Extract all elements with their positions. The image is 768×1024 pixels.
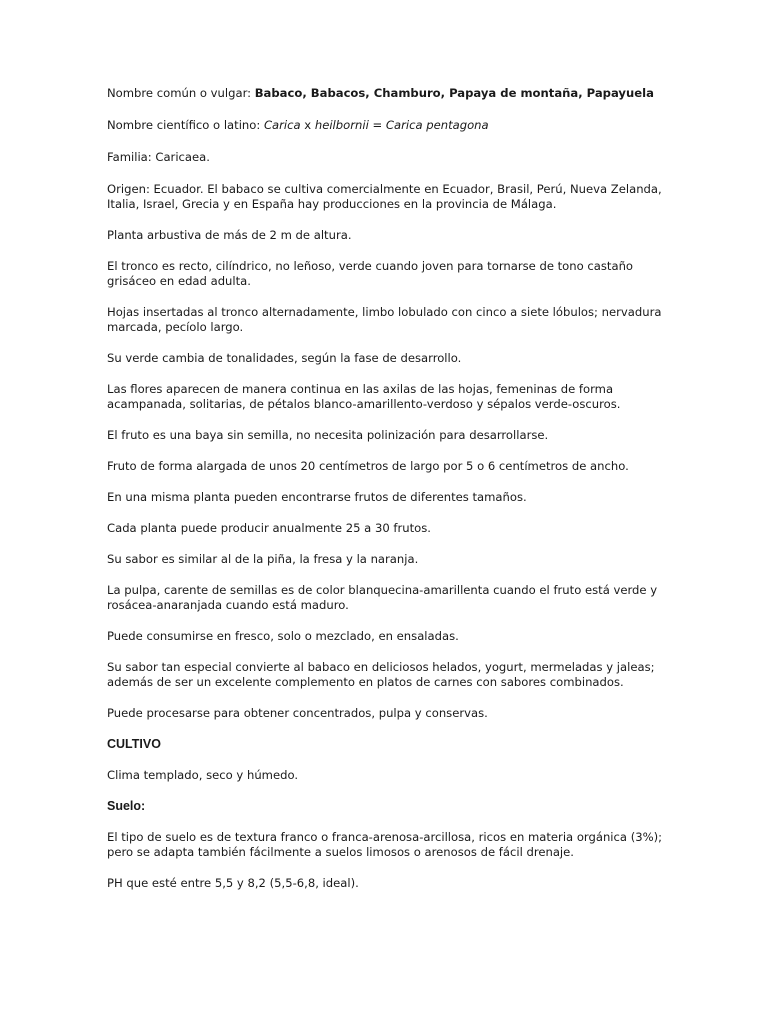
flavor-paragraph: Su sabor es similar al de la piña, la fresa y la naranja. (107, 552, 419, 566)
green-paragraph: Su verde cambia de tonalidades, según la fase de desarrollo. (107, 351, 462, 365)
process-paragraph: Puede procesarse para obtener concentrados, pulpa y conservas. (107, 706, 488, 720)
sizes-paragraph: En una misma planta pueden encontrarse frutos de diferentes tamaños. (107, 490, 527, 504)
scientific-name-x: x (300, 118, 315, 132)
soil-heading: Suelo: (107, 799, 146, 813)
fruit-paragraph: El fruto es una baya sin semilla, no necesita polinización para desarrollarse. (107, 428, 549, 442)
ph-paragraph: PH que esté entre 5,5 y 8,2 (5,5-6,8, ideal). (107, 876, 359, 890)
consume-paragraph: Puede consumirse en fresco, solo o mezclado, en ensaladas. (107, 629, 459, 643)
plant-paragraph: Planta arbustiva de más de 2 m de altura. (107, 228, 352, 242)
scientific-name-rest: heilbornii = Carica pentagona (314, 118, 489, 132)
climate-paragraph: Clima templado, seco y húmedo. (107, 768, 299, 782)
family-paragraph: Familia: Caricaea. (107, 150, 210, 164)
cultivo-heading: CULTIVO (107, 737, 161, 751)
scientific-name-line (107, 118, 667, 133)
common-name-label: Nombre común o vulgar: (107, 86, 255, 100)
scientific-name-label: Nombre científico o latino: (107, 118, 264, 132)
flowers-paragraph: Las flores aparecen de manera continua en las axilas de las hojas, femeninas de forma acampanada, solitarias, de pétalos blanco-amarillento-verdoso y sépalos verde-oscuros. (107, 382, 621, 411)
document-page (107, 86, 667, 907)
scientific-name-genus: Carica (263, 118, 301, 132)
pulp-paragraph: La pulpa, carente de semillas es de color blanquecina-amarillenta cuando el fruto está verde y rosácea-anaranjada cuando está maduro. (107, 583, 658, 612)
fruit-shape-paragraph: Fruto de forma alargada de unos 20 centímetros de largo por 5 o 6 centímetros de ancho. (107, 459, 629, 473)
trunk-paragraph: El tronco es recto, cilíndrico, no leñoso, verde cuando joven para tornarse de tono castaño grisáceo en edad adulta. (107, 259, 634, 288)
common-name-value: Babaco, Babacos, Chamburo, Papaya de montaña, Papayuela (254, 86, 654, 100)
yield-paragraph: Cada planta puede producir anualmente 25 a 30 frutos. (107, 521, 431, 535)
special-paragraph: Su sabor tan especial convierte al babaco en deliciosos helados, yogurt, mermeladas y jaleas; además de ser un excelente complemento en platos de carnes con sabores combinados. (107, 660, 655, 689)
soil-paragraph: El tipo de suelo es de textura franco o franca-arenosa-arcillosa, ricos en materia orgánica (3%); pero se adapta también fácilmente a suelos limosos o arenosos de fácil drenaje. (107, 830, 663, 859)
leaves-paragraph: Hojas insertadas al tronco alternadamente, limbo lobulado con cinco a siete lóbulos; nervadura marcada, pecíolo largo. (107, 305, 662, 334)
common-name-line (107, 86, 667, 101)
origin-paragraph: Origen: Ecuador. El babaco se cultiva comercialmente en Ecuador, Brasil, Perú, Nueva Zelanda, Italia, Israel, Grecia y en España hay producciones en la provincia de Málaga. (107, 182, 662, 211)
